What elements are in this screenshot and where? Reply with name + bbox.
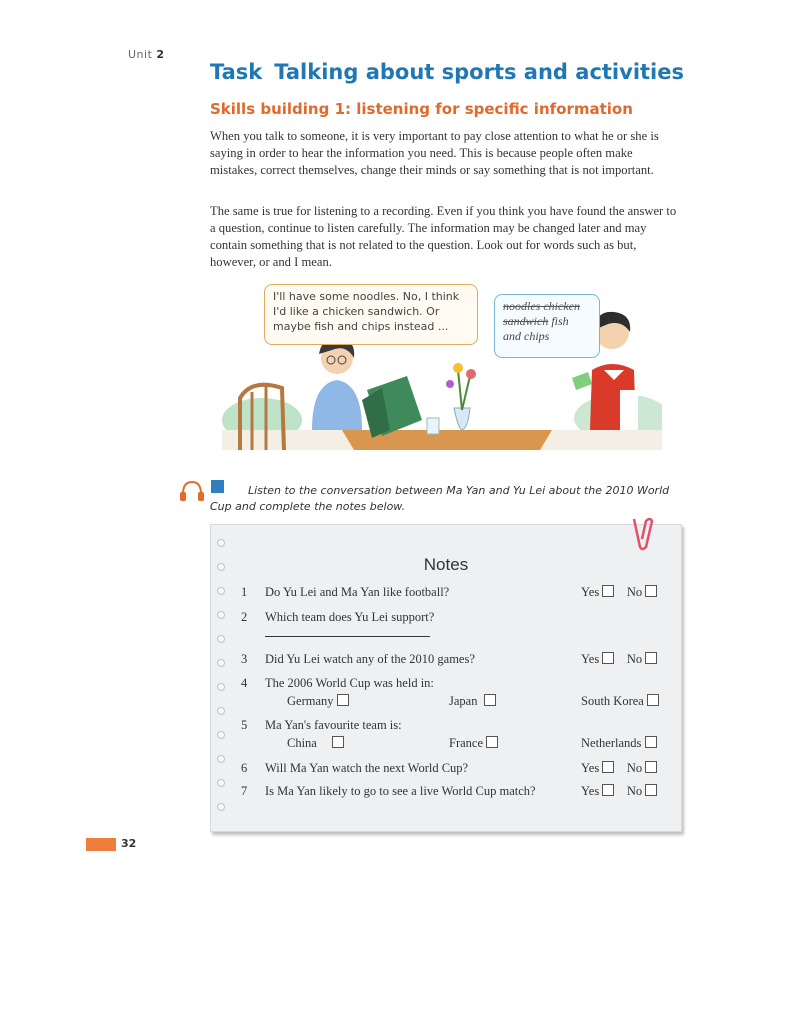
binder-hole xyxy=(217,587,225,595)
q1-yes-checkbox[interactable] xyxy=(602,585,614,597)
crossed-out-text-2: sandwich xyxy=(503,314,549,328)
unit-label: Unit 2 xyxy=(128,48,165,61)
notes-title: Notes xyxy=(423,555,469,574)
q2-answer-line[interactable] xyxy=(265,636,430,637)
waiter-order-note xyxy=(494,294,600,358)
paragraph-1: When you talk to someone, it is very important to pay close attention to what he or she is saying in order to hear the information you need. This is because people often make mistakes, correct themselves, change their minds or say something that is not important. xyxy=(210,129,659,177)
q1-yes-no: Yes No xyxy=(581,585,657,600)
q5-netherlands-checkbox[interactable] xyxy=(645,736,657,748)
q1-no-checkbox[interactable] xyxy=(645,585,657,597)
q6-yes-no: Yes No xyxy=(581,761,657,776)
q6-no-checkbox[interactable] xyxy=(645,761,657,773)
q5-option-france: France xyxy=(449,736,498,751)
paperclip-icon xyxy=(626,517,656,551)
binder-hole xyxy=(217,707,225,715)
q5-option-china: China xyxy=(287,736,344,751)
exercise-instructions: Listen to the conversation between Ma Yan and Yu Lei about the 2010 World Cup and complete the notes below. xyxy=(210,484,670,513)
q4-option-south-korea: South Korea xyxy=(581,694,659,709)
q3-no-checkbox[interactable] xyxy=(645,652,657,664)
binder-holes xyxy=(217,539,225,827)
section-heading: Skills building 1: listening for specific information xyxy=(210,100,633,118)
page-number-bar xyxy=(86,838,116,851)
binder-hole xyxy=(217,539,225,547)
task-title-text: Talking about sports and activities xyxy=(274,60,684,84)
q3-yes-no: Yes No xyxy=(581,652,657,667)
binder-hole xyxy=(217,755,225,763)
q4-option-japan: Japan xyxy=(449,694,496,709)
woman-speech-bubble: I'll have some noodles. No, I think I'd like a chicken sandwich. Or maybe fish and chips instead ... xyxy=(264,284,478,345)
q7-yes-no: Yes No xyxy=(581,784,657,799)
q3-yes-checkbox[interactable] xyxy=(602,652,614,664)
q7-yes-checkbox[interactable] xyxy=(602,784,614,796)
task-label: Task xyxy=(210,60,263,84)
page-title xyxy=(210,60,684,84)
page-number: 32 xyxy=(121,837,137,850)
binder-hole xyxy=(217,611,225,619)
illustration-restaurant xyxy=(222,280,662,450)
q4-south-korea-checkbox[interactable] xyxy=(647,694,659,706)
q5-option-netherlands: Netherlands xyxy=(581,736,657,751)
binder-hole xyxy=(217,731,225,739)
crossed-out-text: noodles chicken xyxy=(503,299,580,313)
q5-china-checkbox[interactable] xyxy=(332,736,344,748)
binder-hole xyxy=(217,803,225,811)
order-text-1: fish xyxy=(548,314,569,328)
q4-japan-checkbox[interactable] xyxy=(484,694,496,706)
binder-hole xyxy=(217,659,225,667)
binder-hole xyxy=(217,779,225,787)
q5-france-checkbox[interactable] xyxy=(486,736,498,748)
binder-hole xyxy=(217,683,225,691)
q4-germany-checkbox[interactable] xyxy=(337,694,349,706)
paragraph-2: The same is true for listening to a recording. Even if you think you have found the answer to a question, continue to listen carefully. The information may be changed later and may contain something that is not related to the question. Look out for words such as but, however, or and I mean. xyxy=(210,204,677,269)
binder-hole xyxy=(217,635,225,643)
q4-option-germany: Germany xyxy=(287,694,349,709)
q6-yes-checkbox[interactable] xyxy=(602,761,614,773)
q7-no-checkbox[interactable] xyxy=(645,784,657,796)
headphones-icon xyxy=(178,478,206,504)
order-text-2: and chips xyxy=(503,329,550,343)
notes-panel: Notes 1 Do Yu Lei and Ma Yan like football? Yes No 2 Which team does Yu Lei support? 3 Did Yu Lei watch any of the 2010 games? Yes No 4 The 2006 World Cup was held in: Germany Japan South Korea 5 Ma Yan's favourite team is: China France Netherlands 6 Will Ma Yan watch the next World Cup? Yes No 7 Is Ma Yan likely to go to see a live World Cup match? Yes No xyxy=(210,524,682,832)
